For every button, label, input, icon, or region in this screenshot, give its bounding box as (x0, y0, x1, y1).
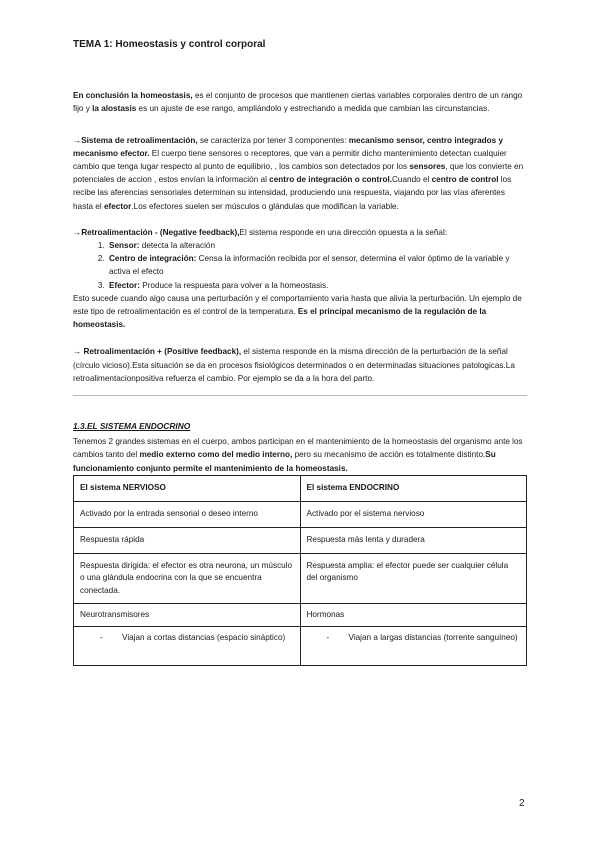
list-item-text: detecta la alteración (139, 241, 216, 251)
table-cell: Hormonas (300, 603, 527, 626)
text-bold: efector (103, 201, 132, 211)
text: .Los efectores suelen ser músculos o glándulas que modifican la variable. (131, 201, 399, 211)
text: Tenemos 2 grandes sistemas en el cuerpo, ambos participan en el mantenimiento de la homeostasis del organismo ante los cambios tanto del (73, 437, 523, 460)
dash-bullet: - (326, 632, 330, 642)
table-cell (74, 626, 301, 665)
table-header-cell: El sistema ENDOCRINO (300, 475, 527, 501)
table-cell (300, 626, 527, 665)
table-cell: Respuesta rápida (74, 527, 301, 553)
section-heading: 1.3.EL SISTEMA ENDOCRINO (73, 421, 191, 432)
paragraph-positive-feedback (73, 345, 527, 385)
text: el sistema responde en la misma dirección de la perturbación de la señal (círculo vicioso).Esta situación se da en procesos fisiológicos determinados o en determinadas situaciones patologicas.La retroalimentacionpositiva refuerza el cambio. Por ejemplo se da a la hora del parto. (73, 347, 515, 383)
text: es un ajuste de ese rango, ampliándolo y estrechando a medida que cambian las circunstancias. (136, 104, 490, 114)
list-item-text: Censa la información recibida por el sensor, determina el valor óptimo de la variable y activa el efecto (109, 254, 510, 277)
text-bold: la alostasis (92, 104, 137, 114)
table-row (74, 527, 527, 553)
text-bold: sensores (409, 162, 446, 172)
text: , que los convierte en potenciales de accion , estos envían la información al (73, 162, 524, 185)
dash-list-text: Viajan a cortas distancias (espacio sináptico) (122, 632, 286, 642)
text-bold: centro de integración o control. (269, 175, 392, 185)
numbered-list (73, 239, 527, 292)
text: El sistema responde en una dirección opuesta a la señal: (239, 227, 448, 237)
table-row (74, 553, 527, 603)
list-item (107, 252, 527, 278)
table-cell: Activado por el sistema nervioso (300, 501, 527, 527)
text: Esto sucede cuando algo causa una perturbación y el comportamiento varia hasta que alivia la perturbación. Un ejemplo de este tipo de retroalimentación es el control de la temperatura. (73, 293, 522, 317)
table-header-row (74, 475, 527, 501)
paragraph-feedback-system (73, 134, 527, 213)
text: Cuando el (392, 175, 432, 185)
comparison-table (73, 475, 527, 666)
horizontal-divider (73, 395, 527, 396)
text: es el conjunto de procesos que mantienen ciertas variables corporales dentro de un rango fijo y (73, 91, 523, 114)
text-bold: →Sistema de retroalimentación, (73, 135, 198, 145)
table-cell: Neurotransmisores (74, 603, 301, 626)
text: El cuerpo tiene sensores o receptores, que van a permitir dicho mantenimiento detectan cualquier cambio que tenga lugar respecto al punto de equilibrio, , los cambios son detectados por los (73, 148, 507, 172)
list-item-label: Sensor: (109, 241, 140, 251)
table-row (74, 603, 527, 626)
text-bold: En conclusión la homeostasis, (73, 91, 193, 101)
page-title: TEMA 1: Homeostasis y control corporal (73, 39, 266, 50)
text: pero su mecanismo de acción es totalmente distinto. (292, 450, 486, 460)
table-cell: Respuesta más lenta y duradera (300, 527, 527, 553)
paragraph-perturbation (73, 292, 527, 332)
table-cell: Activado por la entrada sensorial o deseo interno (74, 501, 301, 527)
table-cell: Respuesta dirigida: el efector es otra neurona, un músculo o una glándula endocrina con la que se encuentra conectada. (74, 553, 301, 603)
table-row (74, 626, 527, 665)
list-item-label: Efector: (109, 280, 140, 290)
dash-list-text: Viajan a largas distancias (torrente sanguíneo) (348, 632, 518, 642)
text-bold: Su funcionamiento conjunto permite el mantenimiento de la homeostasis. (73, 450, 496, 473)
table-cell: Respuesta amplia: el efector puede ser cualquier célula del organismo (300, 553, 527, 603)
text-bold: →Retroalimentación - (Negative feedback), (73, 227, 240, 237)
document-page (73, 38, 527, 666)
dash-bullet: - (100, 632, 103, 642)
dash-list-item (80, 632, 294, 645)
paragraph-conclusion (73, 89, 527, 115)
table-header-cell: El sistema NERVIOSO (74, 475, 301, 501)
text-bold: → Retroalimentación + (Positive feedback), (73, 347, 242, 357)
dash-list-item (307, 632, 521, 645)
text-bold: centro de control (431, 175, 499, 185)
text: los recibe las aferencias sensoriales determinan su intensidad, produciendo una respuesta, viajando por las vías aferentes hasta el (73, 175, 512, 211)
text-bold: medio externo como del medio interno, (139, 450, 293, 460)
text-bold: Es el principal mecanismo de la regulación de la homeostasis. (73, 307, 487, 330)
list-item (107, 239, 527, 252)
page-number: 2 (519, 798, 525, 809)
text: se caracteriza por tener 3 componentes: (197, 135, 349, 145)
list-item-text: Produce la respuesta para volver a la homeostasis. (139, 280, 329, 290)
table-row (74, 501, 527, 527)
paragraph-negative-feedback (73, 226, 527, 239)
paragraph-endocrine-intro (73, 435, 527, 475)
list-item (107, 279, 527, 292)
text-bold: mecanismo sensor, centro integrados y mecanismo efector. (73, 135, 504, 158)
list-item-label: Centro de integración: (109, 254, 197, 264)
